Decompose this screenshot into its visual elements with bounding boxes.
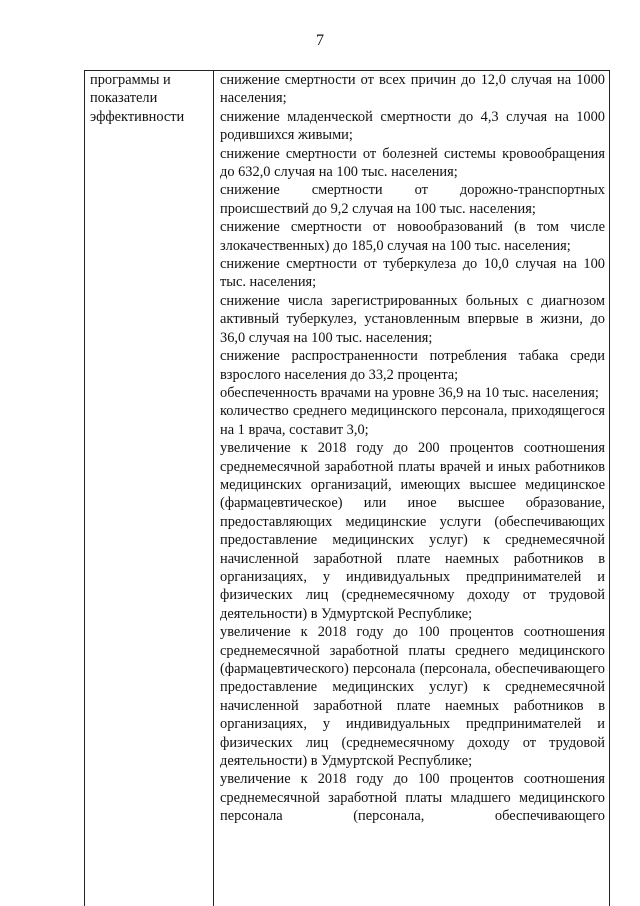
list-item: снижение числа зарегистрированных больных с диагнозом активный туберкулез, установленным впервые в жизни, до 36,0 случая на 100 тыс. населения;: [220, 292, 605, 347]
page-number: 7: [0, 32, 640, 50]
list-item: количество среднего медицинского персонала, приходящегося на 1 врача, составит 3,0;: [220, 402, 605, 439]
list-item: снижение смертности от всех причин до 12,0 случая на 1000 населения;: [220, 71, 605, 108]
list-item: снижение смертности от туберкулеза до 10,0 случая на 100 тыс. населения;: [220, 255, 605, 292]
table-row: [85, 71, 610, 906]
row-label-cell: [85, 71, 214, 906]
list-item: снижение распространенности потребления табака среди взрослого населения до 33,2 процента;: [220, 347, 605, 384]
list-item: увеличение к 2018 году до 100 процентов соотношения среднемесячной заработной платы среднего медицинского (фармацевтического) персонала (персонала, обеспечивающего предоставление медицинских услуг) к среднемесячной начисленной заработной плате наемных работников в организациях, у индивидуальных предпринимателей и физических лиц (среднемесячному доходу от трудовой деятельности) в Удмуртской Республике;: [220, 623, 605, 770]
list-item: увеличение к 2018 году до 100 процентов соотношения среднемесячной заработной платы младшего медицинского персонала (персонала, обеспечивающего: [220, 770, 605, 825]
list-item: снижение смертности от дорожно-транспортных происшествий до 9,2 случая на 100 тыс. населения;: [220, 181, 605, 218]
list-item: увеличение к 2018 году до 200 процентов соотношения среднемесячной заработной платы врачей и иных работников медицинских организаций, имеющих высшее медицинское (фармацевтическое) или иное высшее образование, предоставляющих медицинские услуги (обеспечивающих предоставление медицинских услуг) к среднемесячной начисленной заработной плате наемных работников в организациях, у индивидуальных предпринимателей и физических лиц (среднемесячному доходу от трудовой деятельности) в Удмуртской Республике;: [220, 439, 605, 623]
list-item: снижение смертности от болезней системы кровообращения до 632,0 случая на 100 тыс. населения;: [220, 145, 605, 182]
list-item: снижение младенческой смертности до 4,3 случая на 1000 родившихся живыми;: [220, 108, 605, 145]
row-label: программы и показатели эффективности: [90, 71, 208, 126]
row-content-cell: [214, 71, 610, 906]
list-item: обеспеченность врачами на уровне 36,9 на 10 тыс. населения;: [220, 384, 605, 402]
program-passport-table: [84, 70, 610, 906]
list-item: снижение смертности от новообразований (в том числе злокачественных) до 185,0 случая на 100 тыс. населения;: [220, 218, 605, 255]
